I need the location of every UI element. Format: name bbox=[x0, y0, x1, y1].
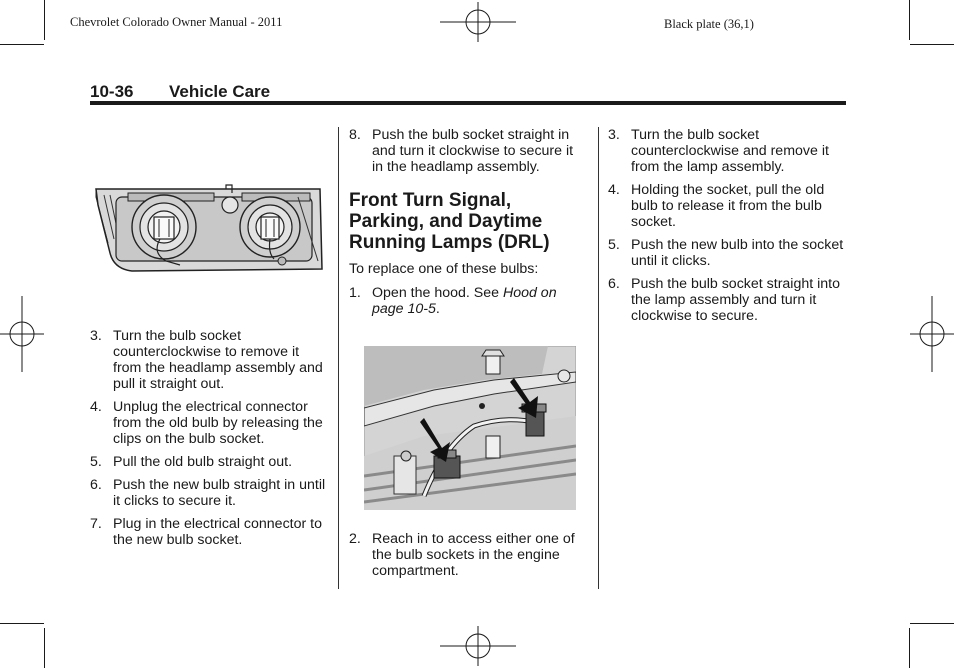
registration-mark-bottom bbox=[440, 626, 516, 666]
list-item bbox=[349, 285, 587, 317]
step-number: 3. bbox=[608, 127, 620, 143]
list-item bbox=[90, 516, 326, 548]
cross-reference-link[interactable]: Hood on page 10-5 bbox=[372, 285, 557, 317]
crop-mark bbox=[0, 44, 44, 45]
step-text: Push the bulb socket straight into the lamp assembly and turn it clockwise to secure. bbox=[631, 276, 840, 324]
step-number: 2. bbox=[349, 531, 361, 547]
step-text: Open the hood. See bbox=[372, 285, 503, 301]
step-text-end: . bbox=[435, 301, 440, 317]
list-item bbox=[608, 276, 846, 324]
step-text: Pull the old bulb straight out. bbox=[113, 454, 293, 470]
step-number: 6. bbox=[90, 477, 102, 493]
middle-column bbox=[349, 127, 587, 324]
step-number: 4. bbox=[608, 182, 620, 198]
step-number: 4. bbox=[90, 399, 102, 415]
crop-mark bbox=[44, 0, 45, 40]
crop-mark bbox=[910, 623, 954, 624]
crop-mark bbox=[0, 623, 44, 624]
step-text: Push the new bulb straight in until it clicks to secure it. bbox=[113, 477, 326, 509]
registration-mark-left bbox=[0, 296, 44, 372]
list-item bbox=[349, 531, 587, 579]
intro-text: To replace one of these bulbs: bbox=[349, 261, 539, 277]
step-number: 8. bbox=[349, 127, 361, 143]
column-divider bbox=[338, 127, 339, 589]
list-item bbox=[608, 237, 846, 269]
crop-mark bbox=[910, 44, 954, 45]
step-number: 5. bbox=[608, 237, 620, 253]
engine-compartment-illustration bbox=[364, 346, 576, 510]
step-text: Turn the bulb socket counterclockwise and remove it from the lamp assembly. bbox=[631, 127, 829, 175]
step-text: Push the new bulb into the socket until it clicks. bbox=[631, 237, 844, 269]
list-item bbox=[90, 328, 326, 392]
list-item bbox=[608, 182, 846, 230]
step-number: 3. bbox=[90, 328, 102, 344]
left-column bbox=[90, 328, 326, 555]
crop-mark bbox=[909, 0, 910, 40]
step-text: Unplug the electrical connector from the old bulb by releasing the clips on the bulb socket. bbox=[113, 399, 323, 447]
crop-mark bbox=[909, 628, 910, 668]
section-heading: Front Turn Signal, Parking, and Daytime Running Lamps (DRL) bbox=[349, 190, 550, 253]
step-number: 1. bbox=[349, 285, 361, 301]
step-text: Turn the bulb socket counterclockwise to remove it from the headlamp assembly and pull it straight out. bbox=[113, 328, 323, 392]
step-text: Push the bulb socket straight in and turn it clockwise to secure it in the headlamp assembly. bbox=[372, 127, 574, 175]
header-manual-title: Chevrolet Colorado Owner Manual - 2011 bbox=[70, 15, 283, 29]
registration-mark-right bbox=[910, 296, 954, 372]
title-rule bbox=[90, 101, 846, 105]
list-item bbox=[349, 127, 587, 175]
step-text: Holding the socket, pull the old bulb to release it from the bulb socket. bbox=[631, 182, 825, 230]
column-divider bbox=[598, 127, 599, 589]
right-column bbox=[608, 127, 846, 331]
page-title bbox=[90, 82, 270, 102]
step-text: Reach in to access either one of the bulb sockets in the engine compartment. bbox=[372, 531, 575, 579]
step-number: 5. bbox=[90, 454, 102, 470]
page-number: 10-36 bbox=[90, 82, 134, 101]
list-item bbox=[90, 454, 326, 470]
step-number: 7. bbox=[90, 516, 102, 532]
list-item bbox=[608, 127, 846, 175]
section-name: Vehicle Care bbox=[169, 82, 271, 101]
middle-column-lower bbox=[349, 531, 587, 586]
list-item bbox=[90, 399, 326, 447]
crop-mark bbox=[44, 628, 45, 668]
step-number: 6. bbox=[608, 276, 620, 292]
list-item bbox=[90, 477, 326, 509]
step-text: Plug in the electrical connector to the new bulb socket. bbox=[113, 516, 322, 548]
header-plate-label: Black plate (36,1) bbox=[664, 17, 754, 31]
registration-mark-top bbox=[440, 2, 516, 42]
headlamp-assembly-illustration bbox=[92, 183, 328, 275]
